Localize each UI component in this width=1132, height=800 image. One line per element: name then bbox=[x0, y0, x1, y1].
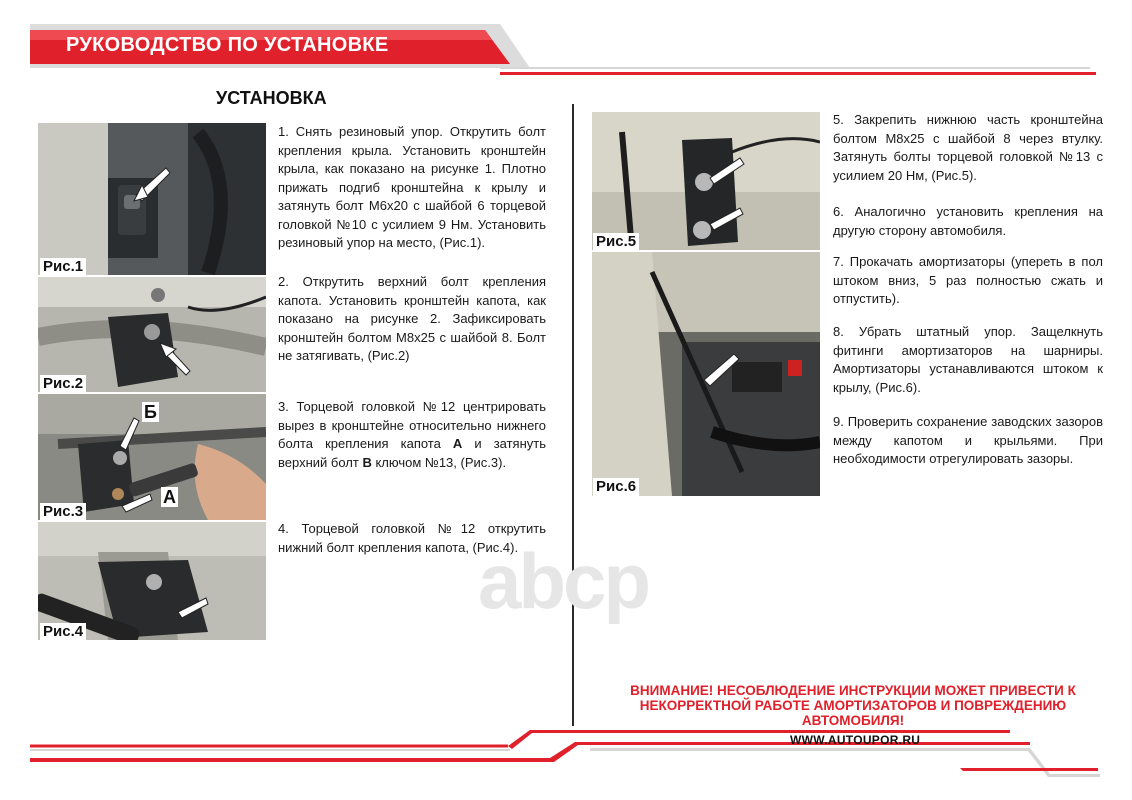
figure-4-caption: Рис.4 bbox=[40, 623, 86, 641]
figure-1-caption: Рис.1 bbox=[40, 258, 86, 276]
page-title: РУКОВОДСТВО ПО УСТАНОВКЕ bbox=[66, 34, 389, 56]
step-9: 9. Проверить сохранение заводских зазоров между капотом и крыльями. При необходимости отрегулировать зазоры. bbox=[833, 414, 1103, 466]
figure-5-caption: Рис.5 bbox=[593, 233, 639, 251]
figure-6-caption: Рис.6 bbox=[593, 478, 639, 496]
figure-5-photo bbox=[592, 112, 820, 250]
figure-2-caption: Рис.2 bbox=[40, 375, 86, 393]
warning-text: ВНИМАНИЕ! НЕСОБЛЮДЕНИЕ ИНСТРУКЦИИ МОЖЕТ ПРИВЕСТИ К НЕКОРРЕКТНОЙ РАБОТЕ АМОРТИЗАТОРОВ И ПОВРЕЖДЕНИЮ АВТОМОБИЛЯ! bbox=[630, 683, 1076, 728]
website-link[interactable]: WWW.AUTOUPOR.RU bbox=[790, 733, 921, 747]
header-line bbox=[500, 72, 1096, 75]
step-8: 8. Убрать штатный упор. Защелкнуть фитинги амортизаторов на шарниры. Амортизаторы устанавливаются штоком к крылу, (Рис.6). bbox=[833, 324, 1103, 395]
figure-6-photo bbox=[592, 252, 820, 496]
section-title: УСТАНОВКА bbox=[216, 88, 327, 108]
step-3-bold-a: А bbox=[452, 436, 463, 451]
step-5: 5. Закрепить нижнюю часть кронштейна болтом М8х25 с шайбой 8 через втулку. Затянуть болты торцевой головкой №13 с усилием 20 Нм, (Рис.5). bbox=[833, 112, 1103, 183]
column-divider bbox=[572, 104, 574, 726]
step-3-text-c: ключом №13, (Рис.3). bbox=[371, 454, 507, 470]
figure-3-label-a: А bbox=[163, 487, 176, 507]
step-3-text-a: 3. Торцевой головкой №12 центрировать вырез в кронштейне относительно нижнего болта крепления капота bbox=[278, 399, 546, 451]
footer-stripes bbox=[30, 728, 1100, 778]
step-3-text-b: и затянуть верхний болт bbox=[278, 436, 547, 470]
step-2: 2. Открутить верхний болт крепления капота. Установить кронштейн капота, как показано на рисунке 2. Зафиксировать кронштейн болтом М8х25 с шайбой 8. Болт не затягивать, (Рис.2) bbox=[278, 274, 546, 363]
step-6: 6. Аналогично установить крепления на другую сторону автомобиля. bbox=[833, 204, 1103, 238]
watermark: abcp bbox=[478, 537, 649, 625]
figure-3-label-b: Б bbox=[144, 402, 157, 422]
header-line-gray bbox=[500, 67, 1090, 69]
figure-1-photo bbox=[38, 123, 266, 275]
step-7: 7. Прокачать амортизаторы (упереть в пол штоком вниз, 5 раз полностью сжать и отпустить). bbox=[833, 254, 1103, 306]
step-3-bold-b: В bbox=[362, 454, 372, 470]
step-4: 4. Торцевой головкой №12 открутить нижний болт крепления капота, (Рис.4). bbox=[278, 521, 546, 555]
step-1: 1. Снять резиновый упор. Открутить болт крепления крыла. Установить кронштейн крыла, как показано на рисунке 1. Плотно прижать подгиб кронштейна к крылу и затянуть болт М6х20 с шайбой 6 торцевой головкой №10 с усилием 9 Нм. Установить резиновый упор на место, (Рис.1). bbox=[278, 124, 546, 250]
figure-3-caption: Рис.3 bbox=[40, 503, 86, 521]
step-3 bbox=[278, 398, 546, 472]
